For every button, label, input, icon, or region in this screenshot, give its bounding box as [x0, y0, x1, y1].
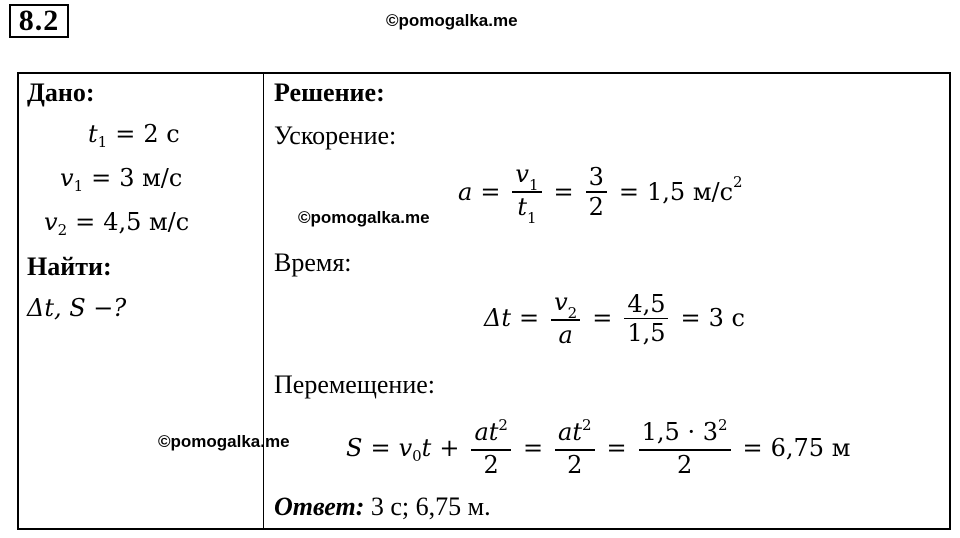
fraction-v1-t1: $\frac{v_1}{t_1}$ — [512, 160, 541, 224]
fraction-3-2: $\frac{3}{2}$ — [586, 163, 607, 221]
acceleration-formula: a = $\frac{v_1}{t_1}$ = $\frac{3}{2}$ = 1,5 м/с 2 — [458, 160, 743, 227]
watermark-top: ©pomogalka.me — [386, 11, 518, 30]
watermark-bottom: ©pomogalka.me — [158, 432, 290, 451]
given-heading: Дано: — [27, 78, 95, 107]
given-v1: v 1 = 3 м/с — [60, 164, 183, 195]
column-divider — [263, 72, 264, 530]
time-label: Время: — [274, 248, 352, 277]
find-heading: Найти: — [27, 252, 112, 281]
fraction-v2-a: $\frac{v_2}{a}$ — [551, 288, 580, 349]
solution-heading: Решение: — [274, 78, 385, 107]
time-formula: Δt = $\frac{v_2}{a}$ = $\frac{4,5}{1,5}$ = 3 с — [484, 288, 745, 349]
find-items: Δt, S −? — [27, 294, 127, 322]
watermark-middle: ©pomogalka.me — [298, 208, 430, 227]
answer-line: Ответ: 3 с; 6,75 м. — [274, 492, 491, 521]
fraction-at2-2-b: $\frac{at^2}{2}$ — [555, 418, 595, 479]
fraction-numeric: $\frac{1,5 \cdot 3^2}{2}$ — [639, 418, 731, 479]
displacement-label: Перемещение: — [274, 370, 436, 399]
given-t1: t 1 = 2 с — [88, 120, 180, 151]
given-v2: v 2 = 4,5 м/с — [44, 208, 190, 239]
fraction-4.5-1.5: $\frac{4,5}{1,5}$ — [624, 290, 668, 348]
acceleration-label: Ускорение: — [274, 121, 397, 150]
fraction-at2-2-a: $\frac{at^2}{2}$ — [471, 418, 511, 479]
displacement-formula: S = v 0 t + $\frac{at^2}{2}$ = $\frac{at^2}{2}$ = $\frac{1,5 \cdot 3^2}{2}$ = 6,75 м — [346, 416, 851, 479]
problem-number: 8.2 — [9, 4, 69, 38]
